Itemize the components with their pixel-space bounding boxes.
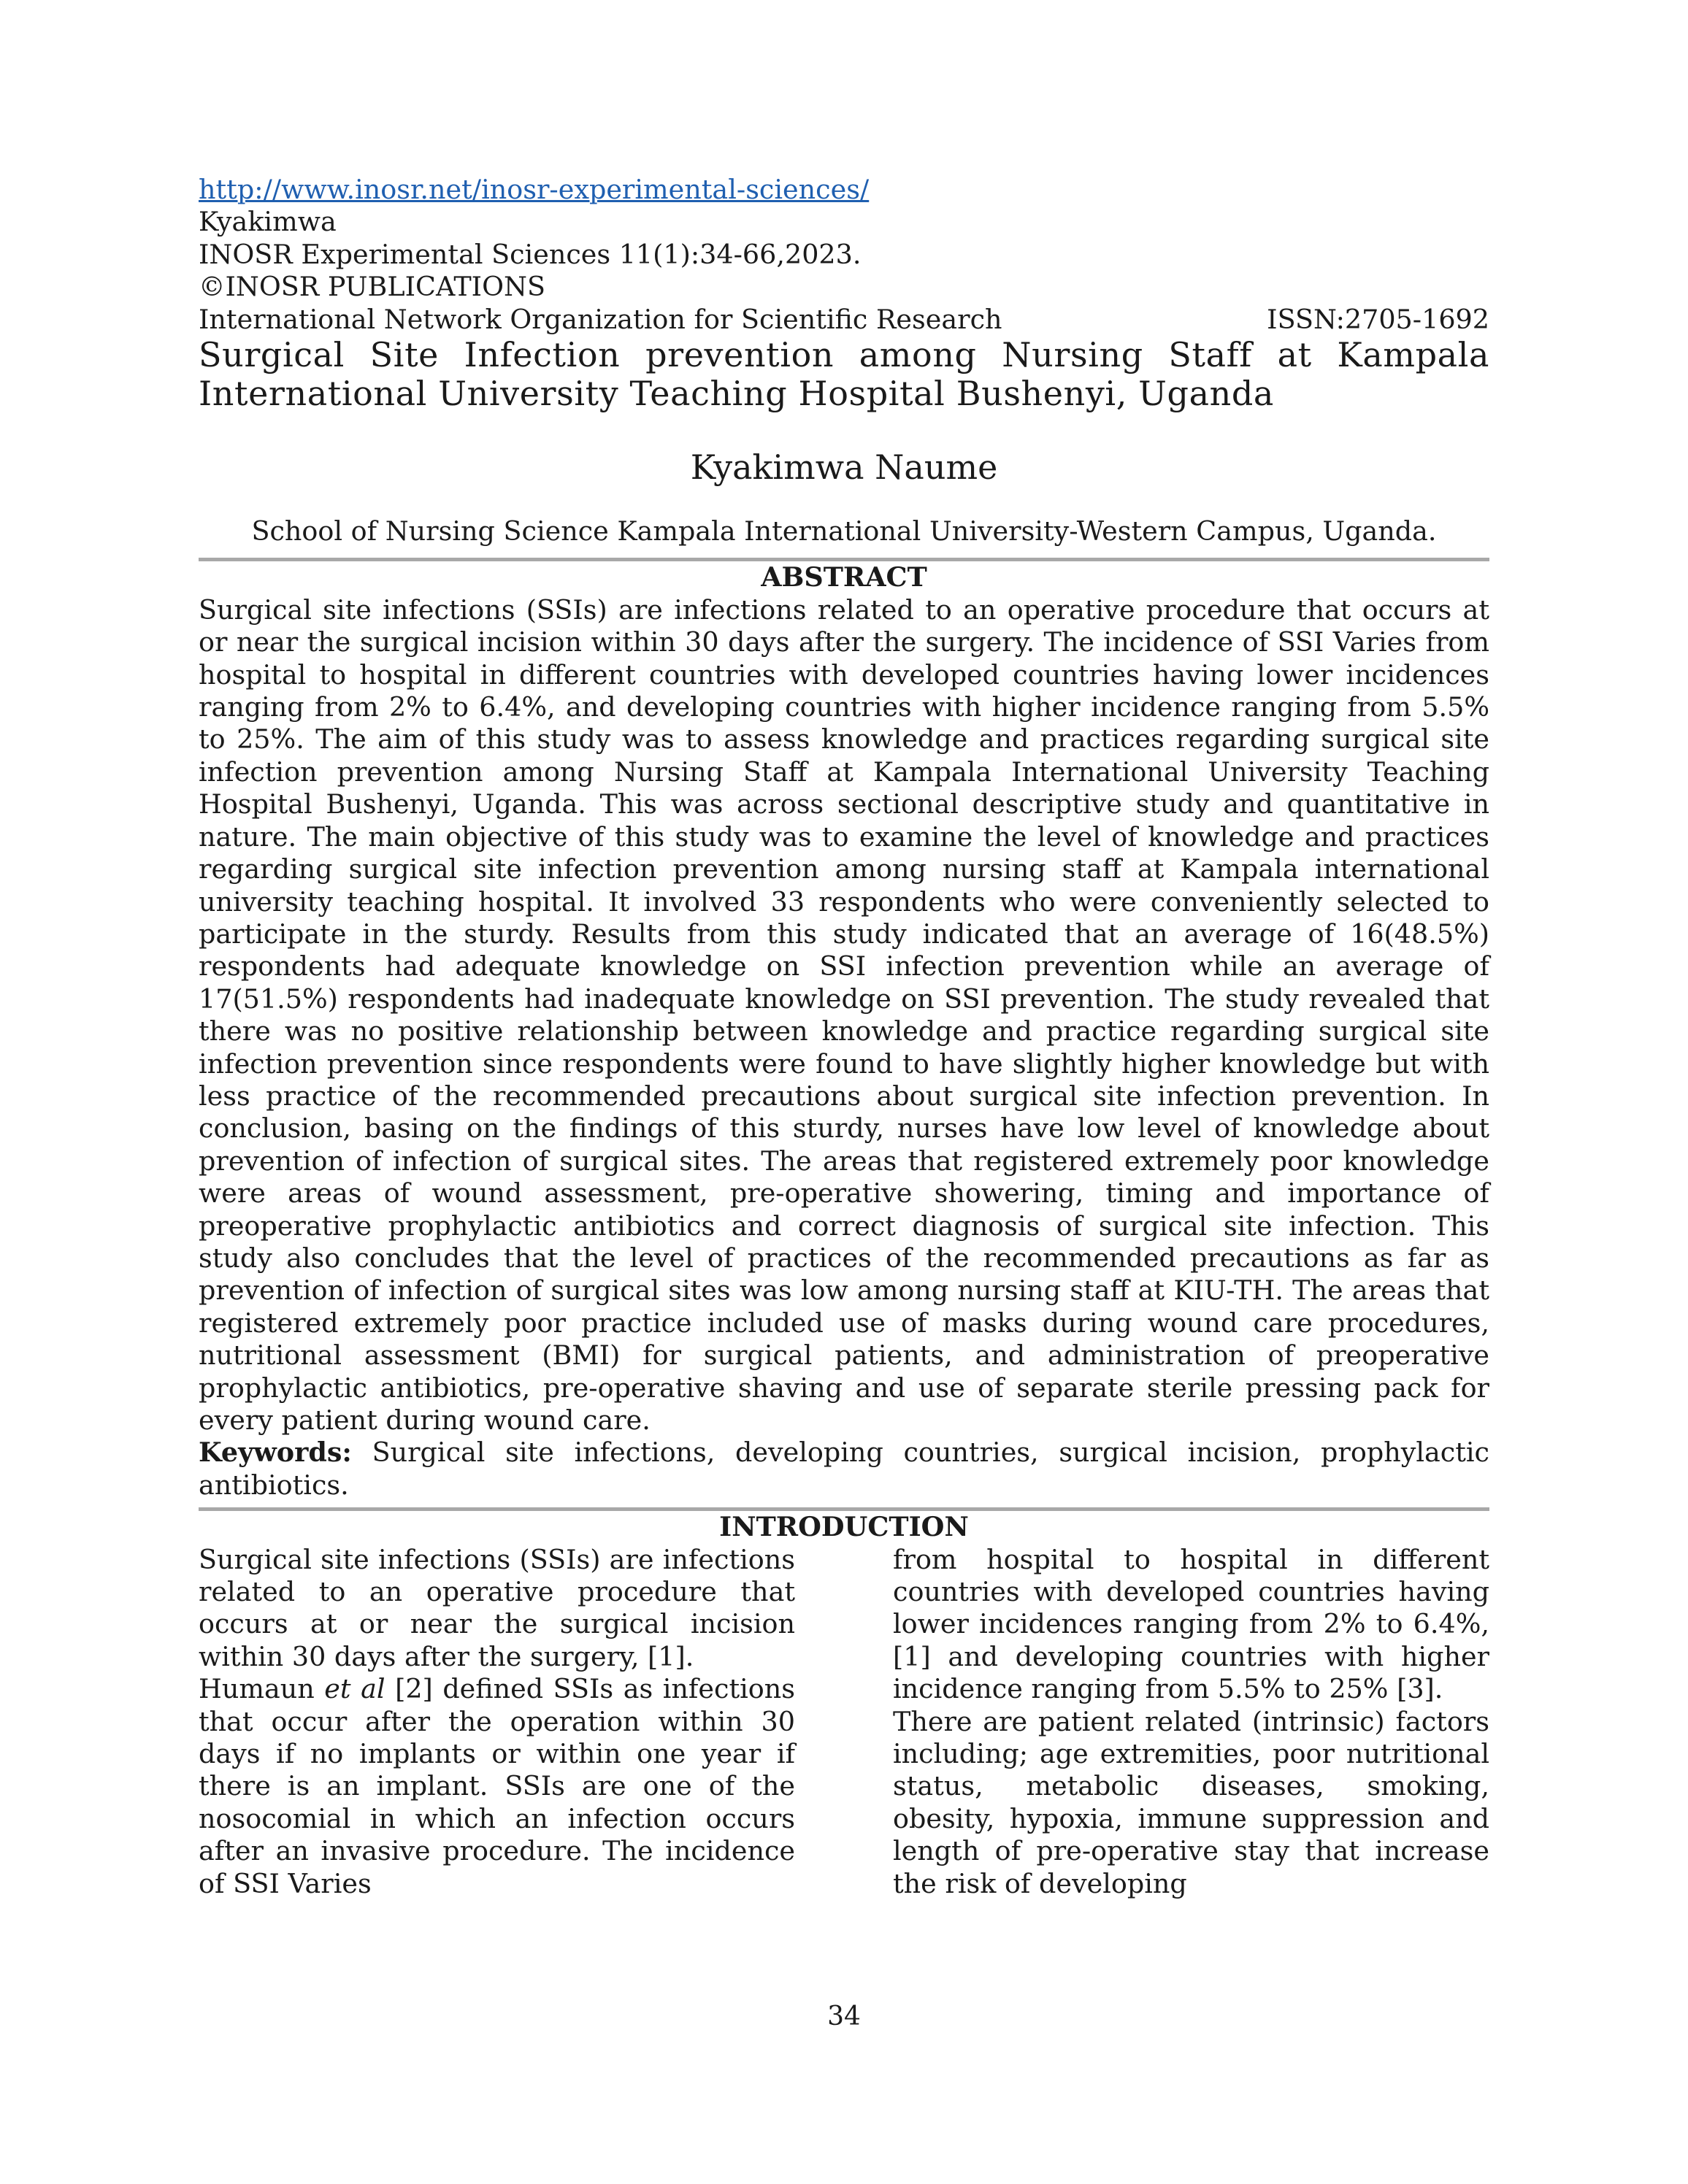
citation-author: Humaun: [199, 1673, 315, 1705]
keywords-text: Surgical site infections, developing countries, surgical incision, prophylactic antibiotics.: [199, 1437, 1489, 1501]
intro-paragraph-text: [2] defined SSIs as infections that occur after the operation within 30 days if no implants or within one year if there is an implant. SSIs are one of the nosocomial in which an infection occurs after an invasive procedure. The incidence of SSI Varies: [199, 1673, 796, 1899]
journal-header: [199, 174, 1489, 206]
intro-paragraph: [199, 1673, 795, 1900]
abstract-heading: ABSTRACT: [761, 561, 927, 593]
organization-row: [199, 304, 1489, 336]
introduction-heading: INTRODUCTION: [719, 1511, 969, 1543]
author-name: Kyakimwa Naume: [690, 447, 998, 488]
running-author: Kyakimwa: [199, 206, 337, 238]
two-column-body: [199, 1544, 1489, 1900]
author-affiliation: School of Nursing Science Kampala International University-Western Campus, Uganda.: [251, 515, 1437, 547]
intro-paragraph: Surgical site infections (SSIs) are infections related to an operative procedure that occurs at or near the surgical incision within 30 days after the surgery, [1].: [199, 1543, 795, 1672]
intro-paragraph: from hospital to hospital in different countries with developed countries having lower incidences ranging from 2% to 6.4%, [1] and developing countries with higher incidence ranging from 5.5% to 25% [3].: [893, 1543, 1489, 1705]
journal-citation: INOSR Experimental Sciences 11(1):34-66,2023.: [199, 238, 862, 270]
citation-etal: et al: [324, 1673, 385, 1705]
publisher-line: ©INOSR PUBLICATIONS: [199, 271, 545, 303]
paper-title: Surgical Site Infection prevention among Nursing Staff at Kampala International University Teaching Hospital Bushenyi, Uganda: [199, 335, 1489, 414]
keywords-line: [199, 1437, 1489, 1502]
organization-name: International Network Organization for Scientific Research: [199, 303, 1002, 335]
left-column: [199, 1544, 795, 1900]
keywords-label: Keywords:: [199, 1437, 352, 1469]
right-column: [893, 1544, 1489, 1900]
issn-number: ISSN:2705-1692: [1267, 303, 1489, 335]
journal-url-link[interactable]: http://www.inosr.net/inosr-experimental-sciences/: [199, 174, 870, 205]
page-number: 34: [827, 2002, 861, 2031]
intro-paragraph: There are patient related (intrinsic) factors including; age extremities, poor nutritional status, metabolic diseases, smoking, obesity, hypoxia, immune suppression and length of pre-operative stay that increase the risk of developing: [893, 1705, 1489, 1899]
abstract-text: Surgical site infections (SSIs) are infections related to an operative procedure that occurs at or near the surgical incision within 30 days after the surgery. The incidence of SSI Varies from hospital to hospital in different countries with developed countries having lower incidences ranging from 2% to 6.4%, and developing countries with higher incidence ranging from 5.5% to 25%. The aim of this study was to assess knowledge and practices regarding surgical site infection prevention among Nursing Staff at Kampala International University Teaching Hospital Bushenyi, Uganda. This was across sectional descriptive study and quantitative in nature. The main objective of this study was to examine the level of knowledge and practices regarding surgical site infection prevention among nursing staff at Kampala international university teaching hospital. It involved 33 respondents who were conveniently selected to participate in the sturdy. Results from this study indicated that an average of 16(48.5%) respondents had adequate knowledge on SSI infection prevention while an average of 17(51.5%) respondents had inadequate knowledge on SSI prevention. The study revealed that there was no positive relationship between knowledge and practice regarding surgical site infection prevention since respondents were found to have slightly higher knowledge but with less practice of the recommended precautions about surgical site infection prevention. In conclusion, basing on the findings of this sturdy, nurses have low level of knowledge about prevention of infection of surgical sites. The areas that registered extremely poor knowledge were areas of wound assessment, pre-operative showering, timing and importance of preoperative prophylactic antibiotics and correct diagnosis of surgical site infection. This study also concludes that the level of practices of the recommended precautions as far as prevention of infection of surgical sites was low among nursing staff at KIU-TH. The areas that registered extremely poor practice included use of masks during wound care procedures, nutritional assessment (BMI) for surgical patients, and administration of preoperative prophylactic antibiotics, pre-operative shaving and use of separate sterile pressing pack for every patient during wound care.: [199, 593, 1489, 1436]
page-content: [199, 174, 1489, 1900]
